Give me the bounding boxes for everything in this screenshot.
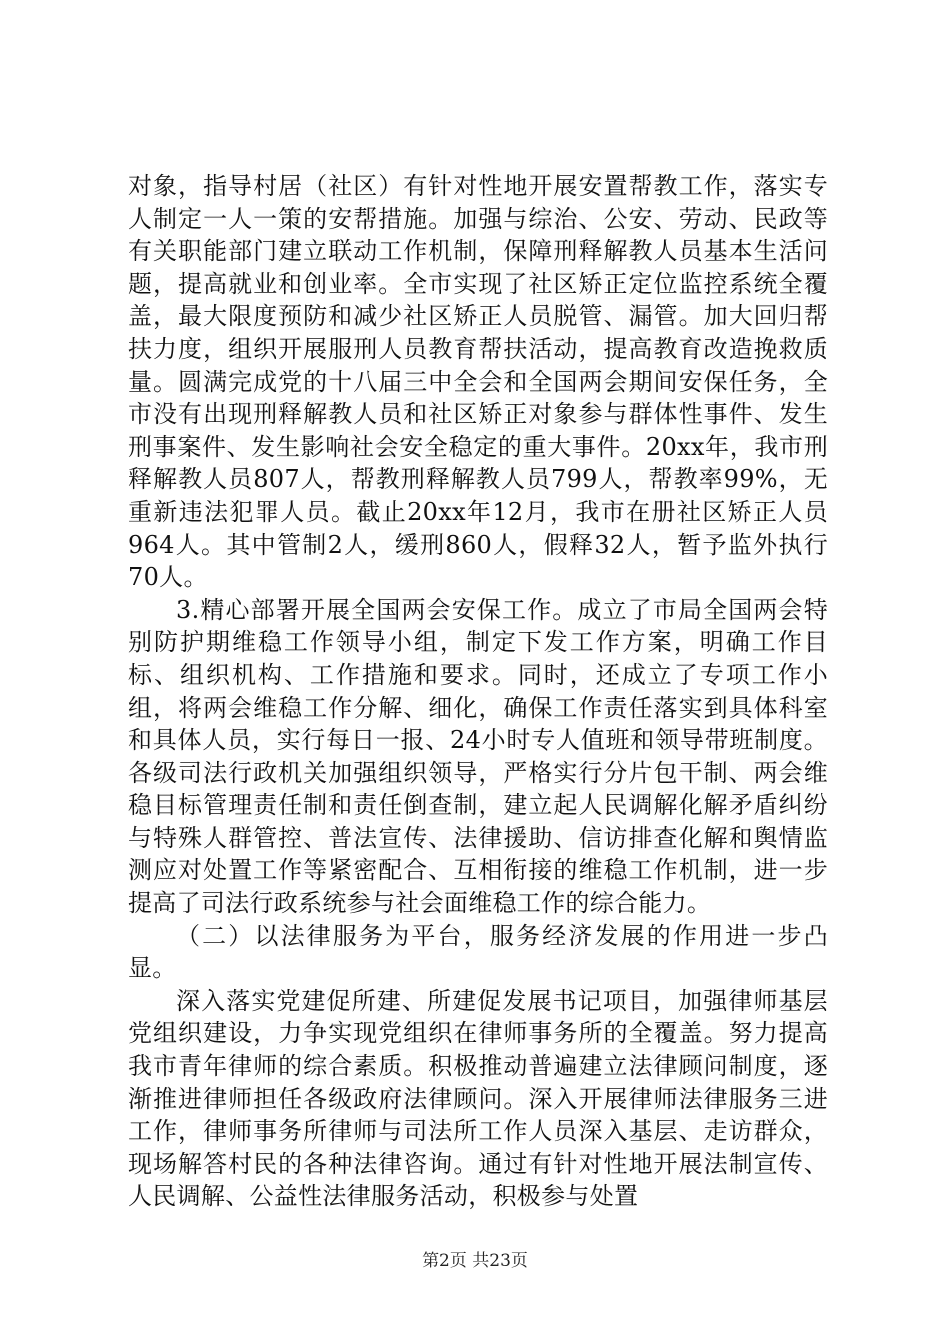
body-text	[128, 170, 828, 1213]
page-number-footer: 第2页 共23页	[422, 1251, 528, 1271]
section-heading-2: （二）以法律服务为平台，服务经济发展的作用进一步凸显。	[128, 921, 828, 983]
paragraph-continuation: 对象，指导村居（社区）有针对性地开展安置帮教工作，落实专人制定一人一策的安帮措施。加强与综治、公安、劳动、民政等有关职能部门建立联动工作机制，保障刑释解教人员基本生活问题，提高就业和创业率。全市实现了社区矫正定位监控系统全覆盖，最大限度预防和减少社区矫正人员脱管、漏管。加大回归帮扶力度，组织开展服刑人员教育帮扶活动，提高教育改造挽救质量。圆满完成党的十八届三中全会和全国两会期间安保任务，全市没有出现刑释解教人员和社区矫正对象参与群体性事件、发生刑事案件、发生影响社会安全稳定的重大事件。20xx年，我市刑释解教人员807人，帮教刑释解教人员799人，帮教率99%，无重新违法犯罪人员。截止20xx年12月，我市在册社区矫正人员964人。其中管制2人，缓刑860人，假释32人，暂予监外执行70人。	[128, 172, 828, 592]
paragraph-section-3: 3.精心部署开展全国两会安保工作。成立了市局全国两会特别防护期维稳工作领导小组，制定下发工作方案，明确工作目标、组织机构、工作措施和要求。同时，还成立了专项工作小组，将两会维稳工作分解、细化，确保工作责任落实到具体科室和具体人员，实行每日一报、24小时专人值班和领导带班制度。各级司法行政机关加强组织领导，严格实行分片包干制、两会维稳目标管理责任制和责任倒查制，建立起人民调解化解矛盾纠纷与特殊人群管控、普法宣传、法律援助、信访排查化解和舆情监测应对处置工作等紧密配合、互相衔接的维稳工作机制，进一步提高了司法行政系统参与社会面维稳工作的综合能力。	[128, 595, 828, 918]
paragraph-legal-services: 深入落实党建促所建、所建促发展书记项目，加强律师基层党组织建设，力争实现党组织在律师事务所的全覆盖。努力提高我市青年律师的综合素质。积极推动普遍建立法律顾问制度，逐渐推进律师担任各级政府法律顾问。深入开展律师法律服务三进工作，律师事务所律师与司法所工作人员深入基层、走访群众，现场解答村民的各种法律咨询。通过有针对性地开展法制宣传、人民调解、公益性法律服务活动，积极参与处置	[128, 986, 828, 1211]
